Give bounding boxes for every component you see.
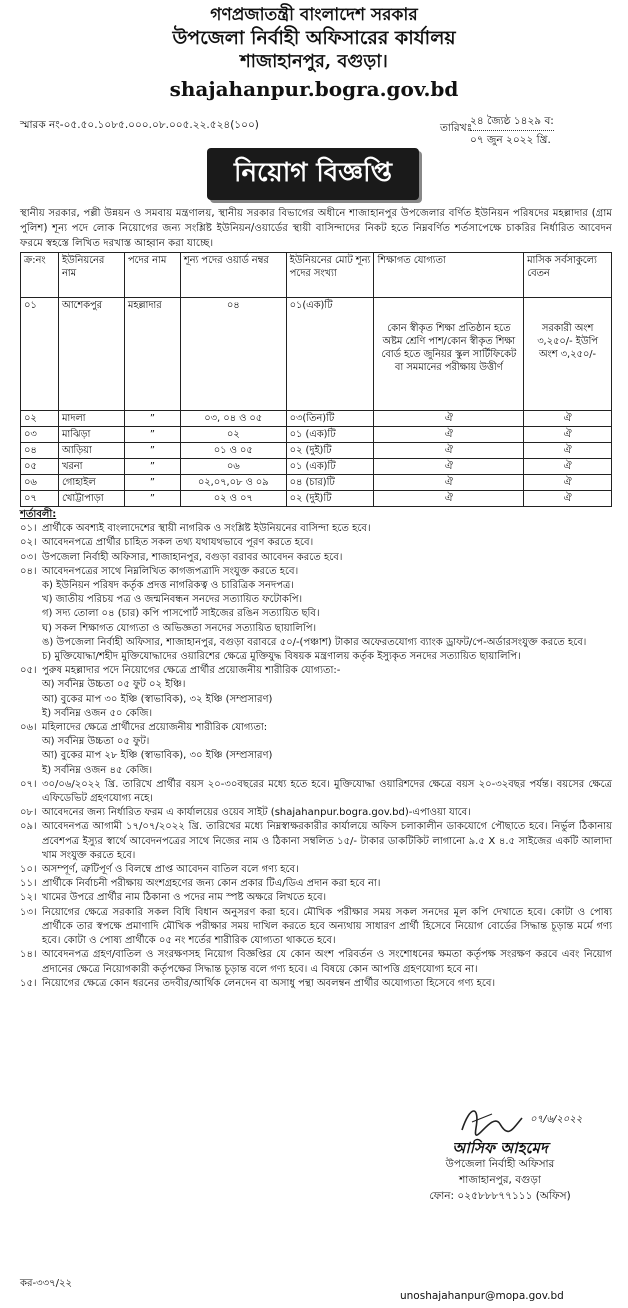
header-post: পদের নাম	[124, 253, 180, 298]
term-text: আবেদনপত্রের সাথে নিম্নলিখিত কাগজপত্রাদি সংযুক্ত করতে হবে।	[42, 565, 299, 577]
header-website: shajahanpur.bogra.gov.bd	[169, 77, 459, 101]
term-item	[20, 551, 612, 565]
signature-block	[380, 1140, 620, 1204]
term-item	[20, 863, 612, 877]
cell-ward: ০১ ও ০৫	[180, 443, 286, 459]
term-sub-item: ই) সর্বনিম্ন ওজন ৪৫ কেজি।	[42, 764, 153, 776]
cell-ward: ০২	[180, 427, 286, 443]
term-item	[20, 522, 612, 536]
cell-salary: ঐ	[524, 427, 612, 443]
cell-union: আড়িয়া	[58, 443, 124, 459]
table-row	[21, 427, 612, 443]
cell-total: ০৩(তিন)টি	[286, 411, 374, 427]
cell-qualification: কোন স্বীকৃত শিক্ষা প্রতিষ্ঠান হতে অষ্টম শ্রেণি পাশ/কোন স্বীকৃত শিক্ষা বোর্ড হতে জুনিয়র স্কুল সার্টিফিকেট বা সমমানের পরীক্ষায় উত্তীর্ণ	[374, 298, 524, 411]
term-text: প্রার্থীকে অবশ্যই বাংলাদেশের স্থায়ী নাগরিক ও সংশ্লিষ্ট ইউনিয়নের বাসিন্দা হতে হবে।	[42, 523, 371, 535]
header-qualification: শিক্ষাগত যোগ্যতা	[374, 253, 524, 298]
term-text: আবেদনপত্রে প্রার্থীর চাহিত সকল তথ্য যথাযথভাবে পূরণ করতে হবে।	[42, 537, 314, 549]
term-number: ১৫।	[20, 977, 37, 989]
cell-sl: ০৬	[21, 475, 59, 491]
table-row	[21, 491, 612, 507]
term-sub-item: গ) সদ্য তোলা ০৪ (চার) কপি পাসপোর্ট সাইজের রঙিন সত্যায়িত ছবি।	[42, 608, 320, 620]
cell-ward: ০২ ও ০৭	[180, 491, 286, 507]
cell-total: ০১ (এক)টি	[286, 427, 374, 443]
term-item	[20, 891, 612, 905]
term-number: ১২।	[20, 892, 37, 904]
cell-total: ০১ (এক)টি	[286, 459, 374, 475]
notice-title: নিয়োগ বিজ্ঞপ্তি	[207, 148, 419, 200]
cell-ward: ০৩, ০৪ ও ০৫	[180, 411, 286, 427]
header-union: ইউনিয়নের নাম	[58, 253, 124, 298]
cell-total: ০২ (দুই)টি	[286, 491, 374, 507]
header-ward: শূন্য পদের ওয়ার্ড নম্বর	[180, 253, 286, 298]
signatory-designation: উপজেলা নির্বাহী অফিসার	[445, 1158, 555, 1170]
vacancy-table	[20, 252, 612, 507]
header-office: উপজেলা নির্বাহী অফিসারের কার্যালয়	[172, 27, 456, 49]
date-english: ০৭ জুন ২০২২ খ্রি.	[470, 134, 551, 146]
cell-sl: ০৭	[21, 491, 59, 507]
term-item	[20, 877, 612, 891]
kor-number: কর-৩৩৭/২২	[20, 1278, 72, 1289]
cell-qualification: ঐ	[374, 475, 524, 491]
term-number: ০৫।	[20, 665, 37, 677]
header-govt: গণপ্রজাতন্ত্রী বাংলাদেশ সরকার	[210, 5, 418, 25]
table-row	[21, 298, 612, 411]
cell-salary: ঐ	[524, 443, 612, 459]
term-text: মহিলাদের ক্ষেত্রে প্রার্থীদের প্রয়োজনীয় শারীরিক যোগ্যতা:	[42, 722, 268, 734]
cell-qualification: ঐ	[374, 443, 524, 459]
date-block	[470, 112, 554, 149]
term-sub-item: ঙ) উপজেলা নির্বাহী অফিসার, শাজাহানপুর, বগুড়া বরাবরে ৫০/-(পঞ্চাশ) টাকার অফেরতযোগ্য ব্যাংক ড্রাফট/পে-অর্ডারসংযুক্ত করতে হবে।	[42, 636, 587, 648]
term-text: খামের উপরে প্রার্থীর নাম ঠিকানা ও পদের নাম স্পষ্ট অক্ষরে লিখতে হবে।	[42, 892, 327, 904]
term-sub-item: অ) সর্বনিম্ন উচ্চতা ০৫ ফুট।	[42, 736, 150, 748]
cell-sl: ০৪	[21, 443, 59, 459]
term-item	[20, 806, 612, 820]
term-item	[20, 906, 612, 949]
term-number: ০৪।	[20, 565, 37, 577]
term-item	[20, 536, 612, 550]
cell-post: ”	[124, 411, 180, 427]
term-sub-item: চ) মুক্তিযোদ্ধা/শহীদ মুক্তিযোদ্ধাদের ওয়ারিশের ক্ষেত্রে মুক্তিযুদ্ধ বিষয়ক মন্ত্রণালয় কর্তৃক ইস্যুকৃত সনদের সত্যায়িত ছায়ালিপি।	[42, 651, 521, 663]
term-number: ০৮।	[20, 807, 37, 819]
cell-post: ”	[124, 427, 180, 443]
cell-total: ০২ (দুই)টি	[286, 443, 374, 459]
table-row	[21, 443, 612, 459]
cell-union: মাদলা	[58, 411, 124, 427]
cell-sl: ০৩	[21, 427, 59, 443]
signatory-place: শাজাহানপুর, বগুড়া	[459, 1174, 541, 1186]
table-header-row	[21, 253, 612, 298]
term-text: উপজেলা নির্বাহী অফিসার, শাজাহানপুর, বগুড়া বরাবর আবেদন করতে হবে।	[42, 551, 343, 563]
terms-section	[20, 508, 612, 991]
term-sub-item: ঘ) সকল শিক্ষাগত যোগ্যতা ও অভিজ্ঞতা সনদের সত্যায়িত ছায়ালিপি।	[42, 622, 317, 634]
term-number: ১৪।	[20, 949, 37, 961]
cell-sl: ০১	[21, 298, 59, 411]
cell-ward: ০২,০৭,০৮ ও ০৯	[180, 475, 286, 491]
term-number: ১১।	[20, 878, 37, 890]
term-item	[20, 977, 612, 991]
cell-salary: ঐ	[524, 475, 612, 491]
signature-date: ০৭/৬/২০২২	[530, 1114, 583, 1125]
cell-qualification: ঐ	[374, 459, 524, 475]
term-sub-item: অ) সর্বনিম্ন উচ্চতা ০৫ ফুট ০২ ইঞ্চি।	[42, 679, 186, 691]
term-number: ০৬।	[20, 722, 37, 734]
cell-salary: ঐ	[524, 411, 612, 427]
term-number: ১৩।	[20, 906, 37, 918]
cell-post: ”	[124, 443, 180, 459]
cell-salary: সরকারী অংশ ৩,২৫০/- ইউপি অংশ ৩,২৫০/-	[524, 298, 612, 411]
signatory-email: unoshajahanpur@mopa.gov.bd	[400, 1290, 564, 1302]
term-text: আবেদনপত্র গ্রহণ/বাতিল ও সংরক্ষণসহ নিয়োগ বিজ্ঞপ্তির যে কোন অংশ পরিবর্তন ও সংশোধনের ক্ষমতা কর্তৃপক্ষ সংরক্ষণ করবে এবং নিয়োগ প্রদানের ক্ষেত্রে নিয়োগকারী কর্তৃপক্ষের সিদ্ধান্ত চূড়ান্ত বলে গণ্য হবে। এ বিষয়ে কোন আপত্তি গ্রহণযোগ্য হবে না।	[42, 949, 612, 975]
term-text: নিয়োগের ক্ষেত্রে কোন ধরনের তদবীর/আর্থিক লেনদেন বা অসাধু পন্থা অবলম্বন প্রার্থীর অযোগ্যতা হিসেবে গণ্য হবে।	[42, 977, 496, 989]
term-sub-item: খ) জাতীয় পরিচয় পত্র ও জন্মনিবন্ধন সনদের সত্যায়িত ফটোকপি।	[42, 594, 303, 606]
cell-qualification: ঐ	[374, 491, 524, 507]
cell-qualification: ঐ	[374, 427, 524, 443]
term-number: ০৭।	[20, 778, 37, 790]
memo-number: স্মারক নং-০৫.৫০.১০৮৫.০০০.০৮.০০৫.২২.৫২৪(১০০)	[20, 119, 259, 131]
term-item	[20, 565, 612, 579]
term-sub-item: ক) ইউনিয়ন পরিষদ কর্তৃক প্রদত্ত নাগরিকত্ব ও চারিত্রিক সনদপত্র।	[42, 580, 294, 592]
cell-union: খোট্টাপাড়া	[58, 491, 124, 507]
term-text: আবেদনের জন্য নির্ধারিত ফরম এ কার্যালয়ের ওয়েব সাইট (shajahanpur.bogra.gov.bd)-এপাওয়া যাবে।	[42, 807, 471, 819]
term-text: প্রার্থীকে নির্বাচনী পরীক্ষায় অংশগ্রহণের জন্য কোন প্রকার টিএ/ডিএ প্রদান করা হবে না।	[42, 878, 381, 890]
signatory-phone: ফোন: ০২৫৮৮৮৭৭১১১ (অফিস)	[429, 1190, 571, 1202]
cell-ward: ০৪	[180, 298, 286, 411]
table-row	[21, 459, 612, 475]
header-sl: ক্র:নং	[21, 253, 59, 298]
terms-heading: শর্তাবলী:	[20, 509, 57, 520]
cell-union: আশেকপুর	[58, 298, 124, 411]
date-label: তারিখঃ	[440, 122, 473, 134]
term-number: ০৩।	[20, 551, 37, 563]
term-item	[20, 820, 612, 863]
cell-total: ০৪ (চার)টি	[286, 475, 374, 491]
term-text: অসম্পূর্ণ, ত্রুটিপূর্ণ ও বিলম্বে প্রাপ্ত আবেদন বাতিল বলে গণ্য হবে।	[42, 864, 299, 876]
intro-paragraph: স্থানীয় সরকার, পল্লী উন্নয়ন ও সমবায় মন্ত্রণালয়, স্থানীয় সরকার বিভাগের অধীনে শাজাহানপুর উপজেলার বর্ণিত ইউনিয়ন পরিষদের মহল্লাদার (গ্রাম পুলিশ) শূন্য পদে লোক নিয়োগের জন্য সংশ্লিষ্ট ইউনিয়ন/ওয়ার্ডের স্থায়ী বাসিন্দাদের নিকট হতে নিম্নবর্ণিত শর্তসাপেক্ষে চাকরির নির্ধারিত আবেদন ফরমে স্বহস্তে লিখিত দরখাস্ত আহ্বান করা যাচ্ছে।	[20, 208, 612, 249]
term-item	[20, 778, 612, 806]
term-item	[20, 948, 612, 976]
cell-post: ”	[124, 459, 180, 475]
term-item	[20, 664, 612, 678]
header-location: শাজাহানপুর, বগুড়া।	[240, 51, 388, 72]
cell-total: ০১(এক)টি	[286, 298, 374, 411]
cell-salary: ঐ	[524, 459, 612, 475]
term-number: ০৯।	[20, 821, 37, 833]
term-sub-item: ই) সর্বনিম্ন ওজন ৫০ কেজি।	[42, 707, 153, 719]
cell-union: গোহাইল	[58, 475, 124, 491]
term-text: আবেদনপত্র আগামী ১৭/০৭/২০২২ খ্রি. তারিখের মধ্যে নিম্নস্বাক্ষরকারীর কার্যালয়ে অফিস চলাকালীন ডাকযোগে পৌছাতে হবে। নির্ভুল ঠিকানায় প্রবেশপত্র ইস্যুর স্বার্থে আবেদনপত্রের সাথে নিজের নাম ও ঠিকানা সম্বলিত ১৫/- টাকার ডাকটিকিট লাগানো ৯.৫ X ৪.৫ সাইজের একটি আলাদা খাম সংযুক্ত করতে হবে।	[42, 821, 612, 861]
table-row	[21, 411, 612, 427]
cell-sl: ০২	[21, 411, 59, 427]
term-text: ৩০/০৬/২০২২ খ্রি. তারিখে প্রার্থীর বয়স ২০-৩০বছরের মধ্যে হতে হবে। মুক্তিযোদ্ধা ওয়ারিশদের ক্ষেত্রে বয়স ২০-৩২বছর পর্যন্ত। বয়সের ক্ষেত্রে এফিডেভিট গ্রহণযোগ্য নহে।	[42, 778, 612, 805]
cell-post: মহল্লাদার	[124, 298, 180, 411]
term-text: নিয়োগের ক্ষেত্রে সরকারি সকল বিধি বিধান অনুসরণ করা হবে। মৌখিক পরীক্ষার সময় সকল সনদের মূল কপি দেখাতে হবে। কোটা ও পোষ্য প্রার্থীকে তার স্বপক্ষে প্রমাণাদি মৌখিক পরীক্ষার সময় দাখিল করতে হবে অন্যথায় সাধারণ প্রার্থী হিসেবে নিয়োগ বোর্ডের সিদ্ধান্ত চূড়ান্ত মর্মে গণ্য হবে। কোটা ও পোষ্য প্রার্থীকে ০৫ নং শর্তের শারীরিক যোগ্যতা থাকতে হবে।	[42, 906, 612, 947]
term-number: ০২।	[20, 537, 37, 549]
table-row	[21, 475, 612, 491]
cell-post: ”	[124, 475, 180, 491]
cell-ward: ০৬	[180, 459, 286, 475]
term-sub-item: আ) বুকের মাপ ২৮ ইঞ্চি (স্বাভাবিক), ৩০ ইঞ্চি (সম্প্রসারণ)	[42, 750, 273, 762]
term-text: পুরুষ মহল্লাদার পদে নিয়োগের ক্ষেত্রে প্রার্থীর প্রয়োজনীয় শারীরিক যোগ্যতা:-	[42, 665, 341, 677]
term-item	[20, 721, 612, 735]
cell-salary: ঐ	[524, 491, 612, 507]
term-sub-item: আ) বুকের মাপ ৩০ ইঞ্চি (স্বাভাবিক), ৩২ ইঞ্চি (সম্প্রসারণ)	[42, 693, 273, 705]
cell-post: ”	[124, 491, 180, 507]
term-number: ১০।	[20, 864, 37, 876]
cell-sl: ০৫	[21, 459, 59, 475]
cell-qualification: ঐ	[374, 411, 524, 427]
date-bangla: ২৪ জ্যৈষ্ঠ ১৪২৯ ব:	[470, 112, 554, 131]
header-salary: মাসিক সর্বসাকুল্যে বেতন	[524, 253, 612, 298]
term-number: ০১।	[20, 523, 37, 535]
header-total: ইউনিয়নের মোট শূন্য পদের সংখ্যা	[286, 253, 374, 298]
signatory-name: আসিফ আহমেদ	[452, 1139, 548, 1157]
cell-union: মাঝিড়া	[58, 427, 124, 443]
cell-union: খরনা	[58, 459, 124, 475]
